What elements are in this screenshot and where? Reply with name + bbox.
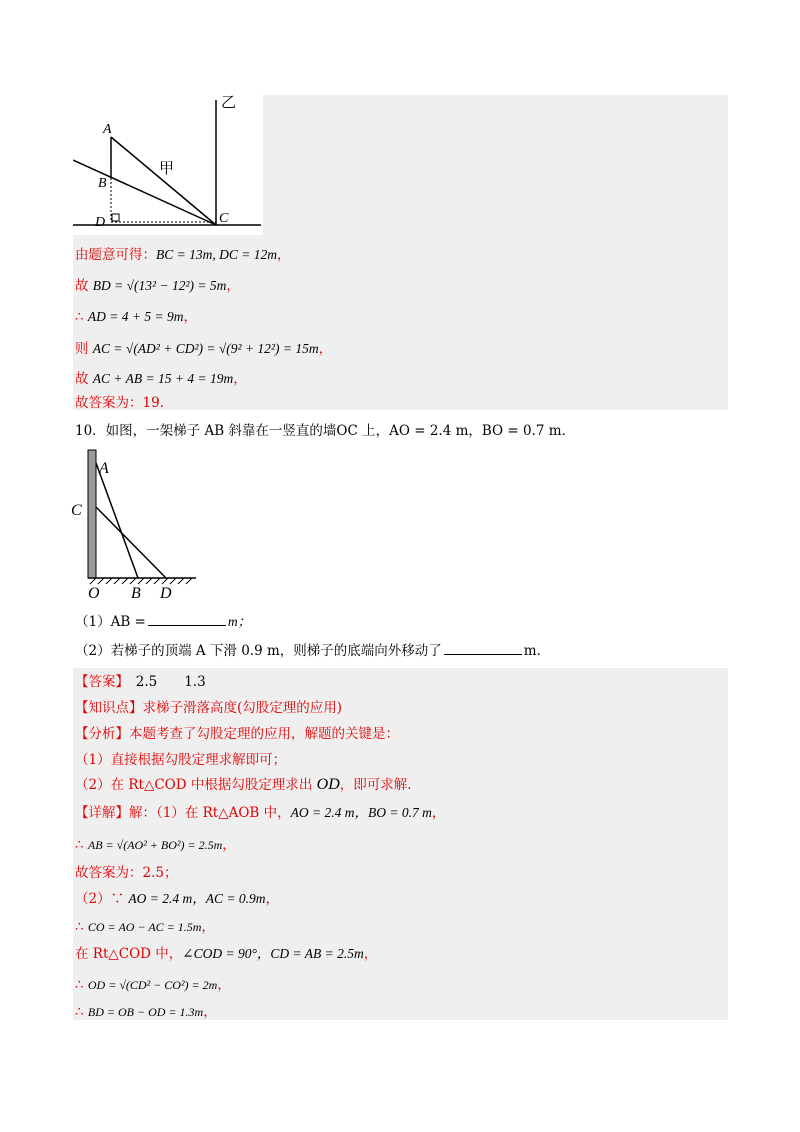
fig1-label-a: A <box>103 122 112 137</box>
analysis-line <box>75 725 399 743</box>
question-10-stem: 10．如图，一架梯子 AB 斜靠在一竖直的墙OC 上，AO = 2.4 m，BO = 0.7 m． <box>75 423 576 439</box>
text: ∴ <box>75 977 88 993</box>
analysis-text: 本题考查了勾股定理的应用，解题的关键是： <box>129 726 399 742</box>
math: AO = 2.4 m，BO = 0.7 m <box>290 805 432 820</box>
text: ， <box>201 919 215 935</box>
part2-prefix: （2）若梯子的顶端 A 下滑 0.9 m，则梯子的底端向外移动了 <box>75 643 442 659</box>
fig2-label-d: D <box>160 585 172 602</box>
text: ， <box>203 1004 217 1020</box>
text: ， <box>222 837 236 853</box>
text: ， <box>233 371 247 387</box>
question-10-part1 <box>75 613 251 631</box>
figure-ladder-1 <box>73 95 263 235</box>
detail-line-8 <box>75 1003 217 1021</box>
text: 故答案为：19. <box>75 395 164 411</box>
math: CO = AO − AC = 1.5m <box>87 920 202 934</box>
math: OD <box>316 776 340 793</box>
answer-blank-2 <box>444 642 522 655</box>
answer-line <box>75 673 206 691</box>
solution1-line <box>75 394 164 412</box>
figure-2-svg <box>68 445 208 605</box>
math: AC + AB = 15 + 4 = 19m <box>92 371 234 386</box>
text: ， <box>363 946 378 962</box>
fig1-label-yi: 乙 <box>221 95 237 111</box>
math: AC = √(AD² + CD²) = √(9² + 12²) = 15m <box>92 341 319 356</box>
detail-line-1 <box>75 804 445 822</box>
solution1-line <box>75 340 332 358</box>
solution1-line <box>75 370 247 388</box>
text: 在 Rt△COD 中， <box>75 946 183 962</box>
text: （2）在 Rt△COD 中根据勾股定理求出 <box>75 777 313 793</box>
math: AD = 4 + 5 = 9m <box>87 309 184 324</box>
fig2-label-o: O <box>88 585 100 602</box>
text: 故 <box>75 371 93 387</box>
knowledge-tag: 【知识点】 <box>75 700 143 716</box>
text: ， <box>265 891 279 907</box>
analysis-item-2 <box>75 776 421 794</box>
fig2-label-c: C <box>71 502 82 519</box>
knowledge-text: 求梯子滑落高度(勾股定理的应用) <box>142 700 343 716</box>
answer-blank-1 <box>148 613 226 626</box>
text: ∴ <box>75 309 88 325</box>
solution1-line <box>75 246 290 264</box>
fig1-label-b: B <box>98 176 107 191</box>
text: （2）∵ <box>75 891 129 907</box>
math: ∠COD = 90°，CD = AB = 2.5m <box>182 946 364 961</box>
part1-suffix: m； <box>227 614 252 629</box>
text: ， <box>431 805 446 821</box>
text: 解：（1）在 Rt△AOB 中， <box>129 805 291 821</box>
fig2-label-b: B <box>131 585 141 602</box>
math: AB = √(AO² + BO²) = 2.5m <box>87 838 223 852</box>
answer-values: 2.5 1.3 <box>135 674 206 690</box>
knowledge-line <box>75 699 342 717</box>
question-10-part2 <box>75 642 550 660</box>
fig1-label-jia: 甲 <box>159 161 175 177</box>
text: 则 <box>75 341 93 357</box>
text: ， <box>226 278 240 294</box>
analysis-item-1: （1）直接根据勾股定理求解即可； <box>75 752 287 768</box>
text: ， <box>183 309 197 325</box>
text: ，即可求解． <box>339 777 421 793</box>
detail-tag: 【详解】 <box>75 805 129 821</box>
detail-line-5 <box>75 918 215 936</box>
math: BD = OB − OD = 1.3m <box>87 1005 204 1019</box>
text: ， <box>276 247 291 263</box>
figure-1-svg <box>73 95 263 235</box>
solution1-line <box>75 277 240 295</box>
answer-tag: 【答案】 <box>75 674 123 690</box>
math: AO = 2.4 m，AC = 0.9m <box>128 891 266 906</box>
math: BD = √(13² − 12²) = 5m <box>92 278 227 293</box>
detail-line-6 <box>75 945 377 963</box>
fig2-label-a: A <box>99 460 109 477</box>
fig1-label-d: D <box>95 215 106 230</box>
text: ∴ <box>75 919 88 935</box>
math: OD = √(CD² − CO²) = 2m <box>87 978 218 992</box>
figure-ladder-2 <box>68 445 208 605</box>
math: BC = 13m, DC = 12m <box>156 247 277 262</box>
part1-prefix: （1）AB = <box>75 614 146 630</box>
solution1-line <box>75 308 197 326</box>
analysis-tag: 【分析】 <box>75 726 129 742</box>
text: 由题意可得： <box>75 247 156 263</box>
detail-line-2 <box>75 836 236 854</box>
text: ∴ <box>75 837 88 853</box>
fig1-label-c: C <box>219 211 229 226</box>
text: 故 <box>75 278 93 294</box>
detail-line-7 <box>75 976 231 994</box>
detail-line-3: 故答案为：2.5； <box>75 865 178 881</box>
text: ∴ <box>75 1004 88 1020</box>
text: ， <box>217 977 231 993</box>
text: ， <box>318 341 333 357</box>
detail-line-4 <box>75 890 279 908</box>
part2-suffix: m． <box>523 643 551 659</box>
